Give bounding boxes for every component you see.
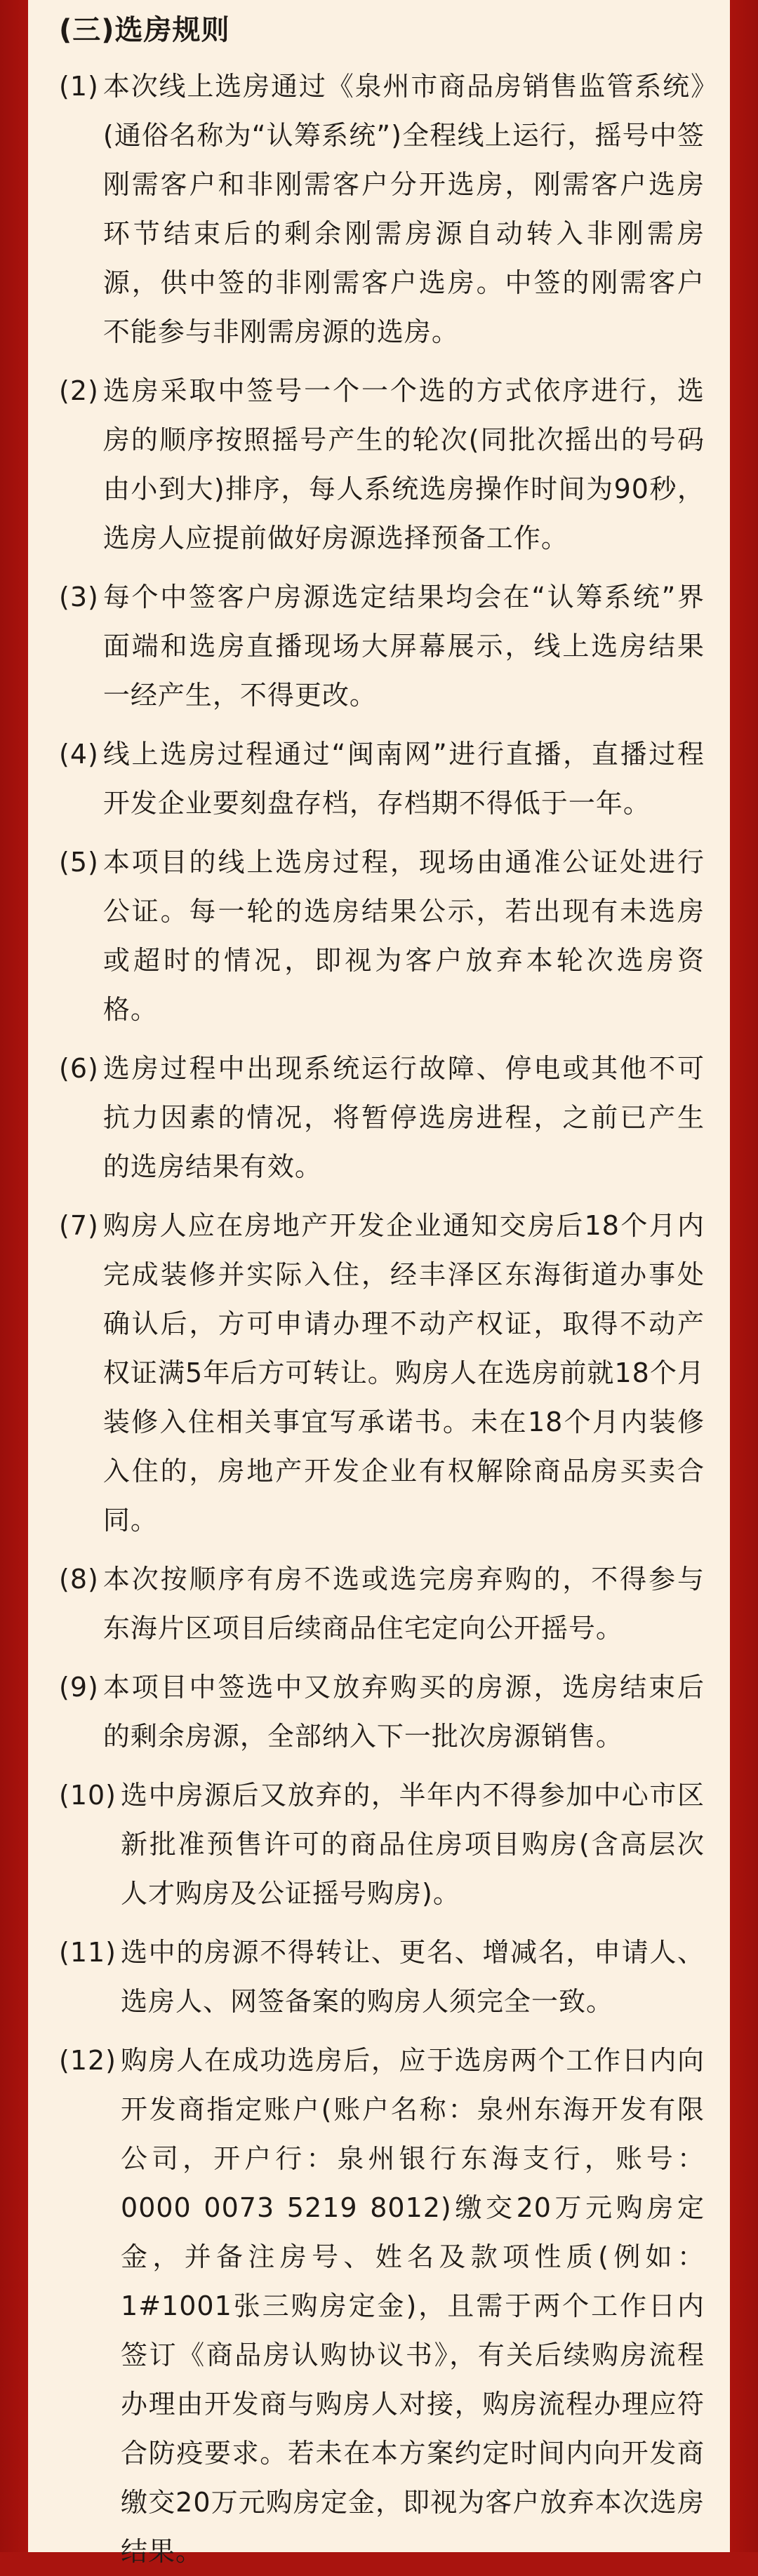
rule-item-10 [59,1771,705,1918]
rule-item-3 [59,572,705,720]
rule-item-5 [59,838,705,1034]
rule-item-12 [59,2036,705,2576]
rule-number: (3) [59,582,99,612]
rule-number: (12) [59,2045,117,2076]
rule-text: 选中房源后又放弃的，半年内不得参加中心市区新批准预售许可的商品住房项目购房(含高层次人才购房及公证摇号购房)。 [121,1780,705,1909]
rule-item-2 [59,366,705,563]
rule-text: 选中的房源不得转让、更名、增减名，申请人、选房人、网签备案的购房人须完全一致。 [121,1937,705,2017]
rule-number: (1) [59,71,99,102]
section-title: (三)选房规则 [59,14,230,46]
rule-number: (5) [59,847,99,878]
rule-text: 选房过程中出现系统运行故障、停电或其他不可抗力因素的情况，将暂停选房进程，之前已产生的选房结果有效。 [102,1053,705,1182]
rule-item-6 [59,1044,705,1191]
rule-number: (7) [59,1210,99,1241]
rule-number: (9) [59,1672,99,1703]
rule-item-4 [59,730,705,828]
rule-text: 本项目的线上选房过程，现场由通准公证处进行公证。每一轮的选房结果公示，若出现有未选房或超时的情况，即视为客户放弃本轮次选房资格。 [102,847,705,1025]
rule-text: 购房人在成功选房后，应于选房两个工作日内向开发商指定账户(账户名称：泉州东海开发有限公司，开户行：泉州银行东海支行，账号：0000 0073 5219 8012)缴交20万元购房定金，并备注房号、姓名及款项性质(例如：1#1001张三购房定金)，且需于两个工作日内签订《商品房认购协议书》，有关后续购房流程办理由开发商与购房人对接，购房流程办理应符合防疫要求。若未在本方案约定时间内向开发商缴交20万元购房定金，即视为客户放弃本次选房结果。 [121,2045,705,2567]
rule-item-7 [59,1201,705,1545]
rule-item-1 [59,62,705,356]
rule-text: 线上选房过程通过“闽南网”进行直播，直播过程开发企业要刻盘存档，存档期不得低于一年。 [102,739,705,819]
rule-number: (4) [59,739,99,770]
rule-text: 本项目中签选中又放弃购买的房源，选房结束后的剩余房源，全部纳入下一批次房源销售。 [102,1672,705,1752]
rule-number: (6) [59,1053,99,1084]
rule-item-8 [59,1555,705,1653]
rule-number: (10) [59,1780,117,1811]
rule-number: (8) [59,1564,99,1595]
rule-text: 选房采取中签号一个一个选的方式依序进行，选房的顺序按照摇号产生的轮次(同批次摇出的号码由小到大)排序，每人系统选房操作时间为90秒，选房人应提前做好房源选择预备工作。 [102,375,705,554]
rule-text: 每个中签客户房源选定结果均会在“认筹系统”界面端和选房直播现场大屏幕展示，线上选房结果一经产生，不得更改。 [102,582,705,711]
rules-list [59,62,705,2576]
rule-text: 购房人应在房地产开发企业通知交房后18个月内完成装修并实际入住，经丰泽区东海街道办事处确认后，方可申请办理不动产权证，取得不动产权证满5年后方可转让。购房人在选房前就18个月装修入住相关事宜写承诺书。未在18个月内装修入住的，房地产开发企业有权解除商品房买卖合同。 [102,1210,705,1536]
rule-number: (2) [59,375,99,406]
rule-item-9 [59,1663,705,1761]
rule-number: (11) [59,1937,117,1968]
rule-text: 本次线上选房通过《泉州市商品房销售监管系统》(通俗名称为“认筹系统”)全程线上运行，摇号中签刚需客户和非刚需客户分开选房，刚需客户选房环节结束后的剩余刚需房源自动转入非刚需房源，供中签的非刚需客户选房。中签的刚需客户不能参与非刚需房源的选房。 [102,71,705,347]
rule-item-11 [59,1928,705,2026]
content-panel [28,0,730,2567]
rule-text: 本次按顺序有房不选或选完房弃购的，不得参与东海片区项目后续商品住宅定向公开摇号。 [102,1564,705,1644]
